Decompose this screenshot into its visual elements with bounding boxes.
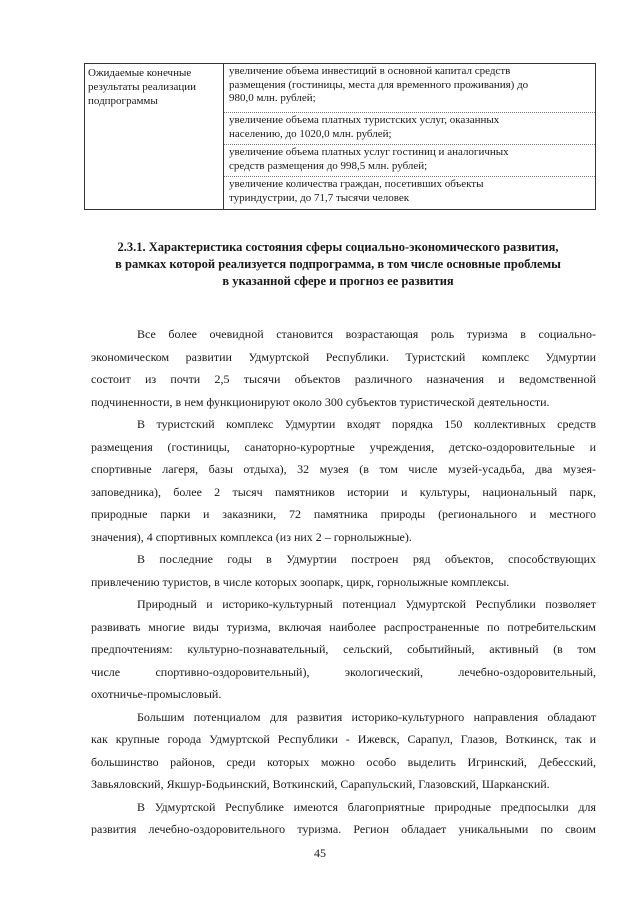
body-line: предпочтениям: культурно-познавательный, сельский, событийный, активный (в том [91,642,596,656]
body-line: охотничье-промысловый. [91,687,222,701]
table-label-cell [85,64,224,209]
body-line: Завьяловский, Якшур-Бодьинский, Воткинский, Сарапульский, Глазовский, Шарканский. [91,777,550,791]
result-line: 980,0 млн. рублей; [229,92,316,104]
body-line: заповедника), более 2 тысяч памятников истории и культуры, национальный парк, [91,484,596,499]
heading-line: в указанной сфере и прогноз ее развития [222,274,454,288]
result-line: размещения (гостиницы, места для временного проживания) до [229,78,529,91]
result-item [224,113,595,145]
heading-line: в рамках которой реализуется подпрограмма, в том числе основные проблемы [115,257,561,271]
page-number: 45 [314,846,326,860]
body-line: Все более очевидной становится возрастающая роль туризма в социально- [137,327,596,341]
result-item [224,64,595,113]
body-line: В туристский комплекс Удмуртии входят порядка 150 коллективных средств [137,417,596,431]
result-item [224,145,595,177]
body-line: природные парки и заказники, 72 памятника природы (регионального и местного [91,507,596,521]
body-line: развивать многие виды туризма, включая наиболее распространенные по потребительским [91,619,596,634]
body-line: экономическом развитии Удмуртской Республики. Туристский комплекс Удмуртии [91,349,596,364]
body-line: числе спортивно-оздоровительный), экологический, лечебно-оздоровительный, [91,664,596,679]
result-line: увеличение объема платных туристских услуг, оказанных [229,114,500,126]
body-line: привлечению туристов, в числе которых зоопарк, цирк, горнолыжные комплексы. [91,574,510,589]
body-line: Природный и историко-культурный потенциал Удмуртской Республики позволяет [137,597,596,611]
body-line: подчиненности, в нем функционируют около 300 субъектов туристической деятельности. [91,394,550,409]
result-line: населению, до 1020,0 млн. рублей; [229,127,392,140]
result-line: увеличение объема инвестиций в основной капитал средств [229,65,511,77]
table-results-column [224,64,595,209]
result-item [224,177,595,209]
body-line: размещения (гостиницы, санаторно-курортные учреждения, детско-оздоровительные и [91,439,596,454]
body-text [91,323,596,841]
body-line: В Удмуртской Республике имеются благоприятные природные предпосылки для [137,799,596,814]
table-label-line: Ожидаемые конечные [88,67,192,79]
heading-line: 2.3.1. Характеристика состояния сферы социально-экономического развития, [117,240,559,254]
result-line: увеличение объема платных услуг гостиниц и аналогичных [229,146,509,158]
body-line: состоит из почти 2,5 тысячи объектов различного назначения и ведомственной [91,372,596,386]
body-line: В последние годы в Удмуртии построен ряд объектов, способствующих [137,552,596,566]
result-line: туриндустрии, до 71,7 тысячи человек [229,191,410,204]
table-label-line: подпрограммы [88,95,158,107]
body-line: значения), 4 спортивных комплекса (из них 2 – горнолыжные). [91,529,412,544]
result-line: средств размещения до 998,5 млн. рублей; [229,159,428,172]
result-line: увеличение количества граждан, посетивших объекты [229,178,484,190]
section-heading [78,239,598,290]
body-line: большинство районов, среди которых можно особо выделить Игринский, Дебесский, [91,754,596,769]
body-line: Большим потенциалом для развития историко-культурного направления обладают [137,709,596,724]
body-line: как крупные города Удмуртской Республики - Ижевск, Сарапул, Глазов, Воткинск, так и [91,732,596,746]
body-line: развития лечебно-оздоровительного туризма. Регион обладает уникальными по своим [91,822,596,836]
table-label-line: результаты реализации [88,81,196,93]
results-table [84,63,596,210]
body-line: спортивные лагеря, базы отдыха), 32 музея (в том числе музей-усадьба, два музея- [91,462,596,476]
